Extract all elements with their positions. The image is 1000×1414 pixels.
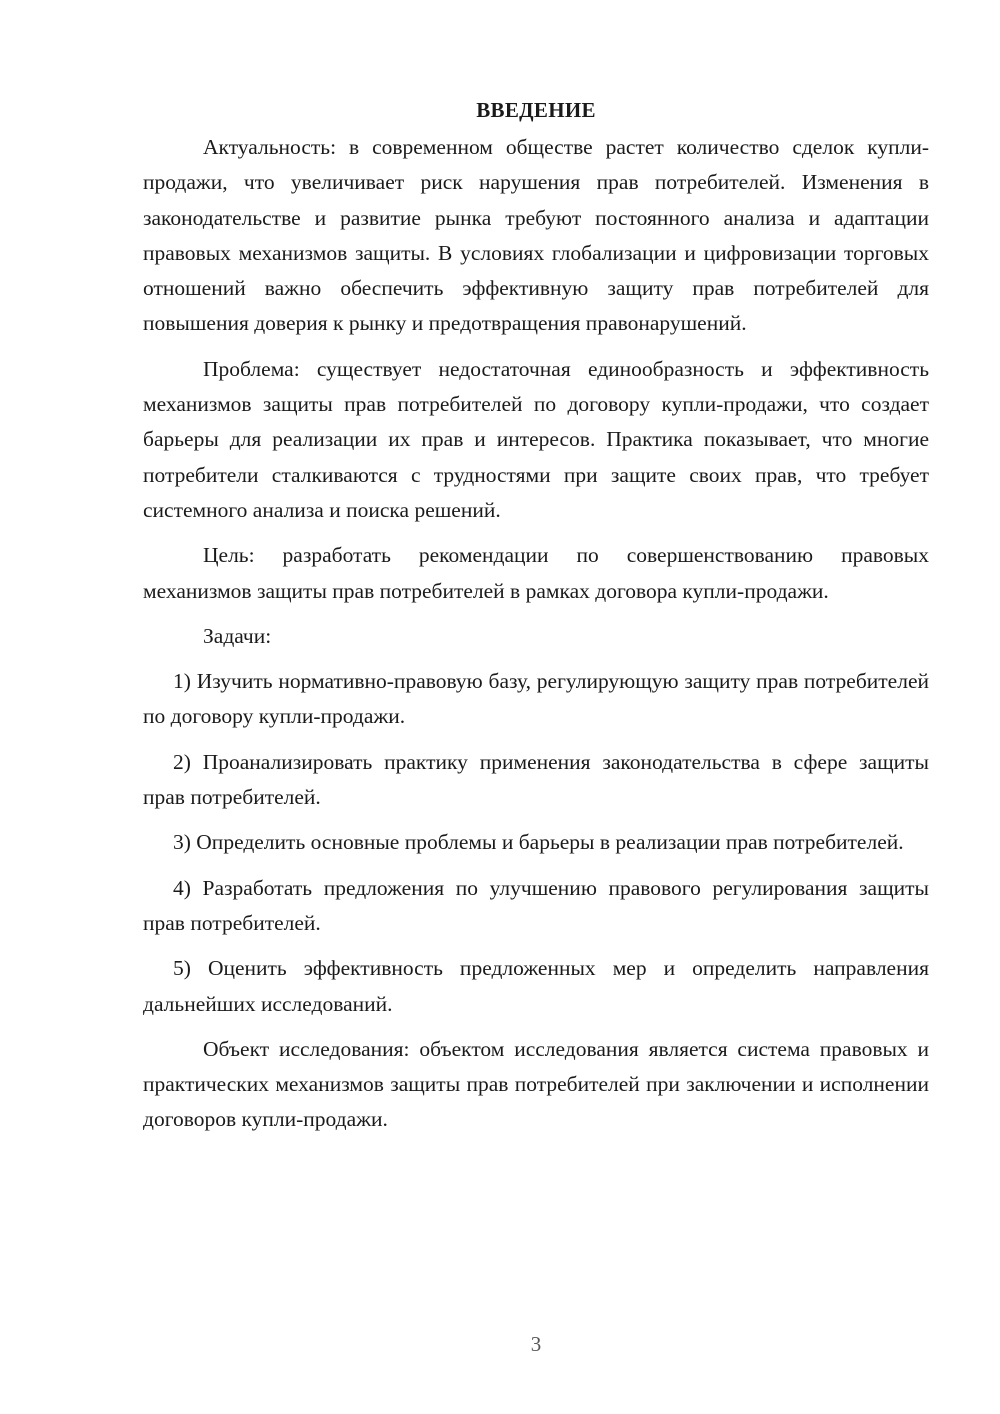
task-item-1: 1) Изучить нормативно-правовую базу, регулирующую защиту прав потребителей по договору купли-продажи. [143, 669, 929, 729]
goal-paragraph: Цель: разработать рекомендации по совершенствованию правовых механизмов защиты прав потребителей в рамках договора купли-продажи. [143, 543, 929, 603]
task-item-4: 4) Разработать предложения по улучшению правового регулирования защиты прав потребителей. [143, 875, 929, 935]
relevance-paragraph: Актуальность: в современном обществе растет количество сделок купли-продажи, что увеличивает риск нарушения прав потребителей. Изменения в законодательстве и развитие рынка требуют постоянного анализа и адаптации правовых механизмов защиты. В условиях глобализации и цифровизации торговых отношений важно обеспечить эффективную защиту прав потребителей для повышения доверия к рынку и предотвращения правонарушений. [143, 135, 929, 336]
object-paragraph: Объект исследования: объектом исследования является система правовых и практических механизмов защиты прав потребителей при заключении и исполнении договоров купли-продажи. [143, 1036, 929, 1132]
task-item-2: 2) Проанализировать практику применения законодательства в сфере защиты прав потребителей. [143, 749, 929, 810]
page-number: 3 [530, 1332, 542, 1356]
tasks-label: Задачи: [203, 623, 272, 648]
task-item-5: 5) Оценить эффективность предложенных мер и определить направления дальнейших исследований. [143, 956, 929, 1016]
task-item-3: 3) Определить основные проблемы и барьеры в реализации прав потребителей. [173, 830, 904, 855]
page-content [143, 92, 929, 1148]
problem-paragraph: Проблема: существует недостаточная единообразность и эффективность механизмов защиты прав потребителей по договору купли-продажи, что создает барьеры для реализации их прав и интересов. Практика показывает, что многие потребители сталкиваются с трудностями при защите своих прав, что требует системного анализа и поиска решений. [143, 356, 929, 522]
section-heading: ВВЕДЕНИЕ [476, 98, 596, 122]
